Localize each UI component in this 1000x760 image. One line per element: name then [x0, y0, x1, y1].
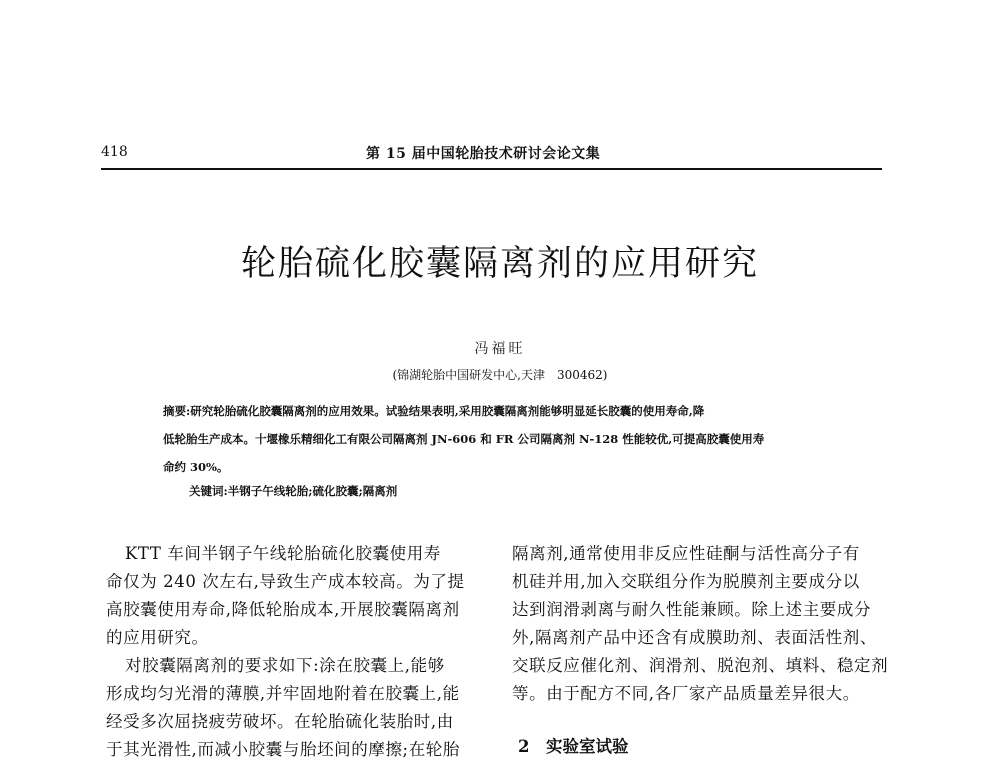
author-affiliation: (锦湖轮胎中国研发中心,天津 300462): [392, 368, 608, 382]
header-rule: [101, 168, 882, 170]
left-column-line: 对胶囊隔离剂的要求如下:涂在胶囊上,能够: [125, 656, 445, 675]
left-column-line: 于其光滑性,而减小胶囊与胎坯间的摩擦;在轮胎: [106, 740, 461, 759]
right-column-line: 隔离剂,通常使用非反应性硅酮与活性高分子有: [512, 544, 860, 563]
left-column-line: 形成均匀光滑的薄膜,并牢固地附着在胶囊上,能: [106, 684, 460, 703]
right-column-line: 达到润滑剥离与耐久性能兼顾。除上述主要成分: [512, 600, 872, 619]
abstract-line: 低轮胎生产成本。十堰橡乐精细化工有限公司隔离剂 JN-606 和 FR 公司隔离剂 N-128 性能较优,可提高胶囊使用寿: [163, 432, 765, 446]
running-head: 第 15 届中国轮胎技术研讨会论文集: [366, 146, 601, 162]
left-column-line: 命仅为 240 次左右,导致生产成本较高。为了提: [106, 572, 465, 591]
left-column-line: 经受多次屈挠疲劳破坏。在轮胎硫化装胎时,由: [106, 712, 454, 731]
right-column-line: 交联反应催化剂、润滑剂、脱泡剂、填料、稳定剂: [512, 656, 889, 675]
right-column-line: 外,隔离剂产品中还含有成膜助剂、表面活性剂、: [512, 628, 877, 647]
left-column-line: 高胶囊使用寿命,降低轮胎成本,开展胶囊隔离剂: [106, 600, 460, 619]
page-number: 418: [101, 144, 128, 160]
left-column-line: KTT 车间半钢子午线轮胎硫化胶囊使用寿: [125, 544, 441, 563]
right-column-line: 等。由于配方不同,各厂家产品质量差异很大。: [512, 684, 860, 703]
right-column-line: 机硅并用,加入交联组分作为脱膜剂主要成分以: [512, 572, 860, 591]
paper-title: 轮胎硫化胶囊隔离剂的应用研究: [240, 244, 759, 284]
keywords: 关键词:半钢子午线轮胎;硫化胶囊;隔离剂: [189, 484, 398, 498]
left-column-line: 的应用研究。: [106, 628, 209, 647]
abstract-line: 摘要:研究轮胎硫化胶囊隔离剂的应用效果。试验结果表明,采用胶囊隔离剂能够明显延长胶囊的使用寿命,降: [163, 404, 705, 418]
author-name: 冯福旺: [474, 341, 526, 357]
abstract-line: 命约 30%。: [163, 460, 229, 474]
section-heading: 2 实验室试验: [518, 737, 629, 756]
